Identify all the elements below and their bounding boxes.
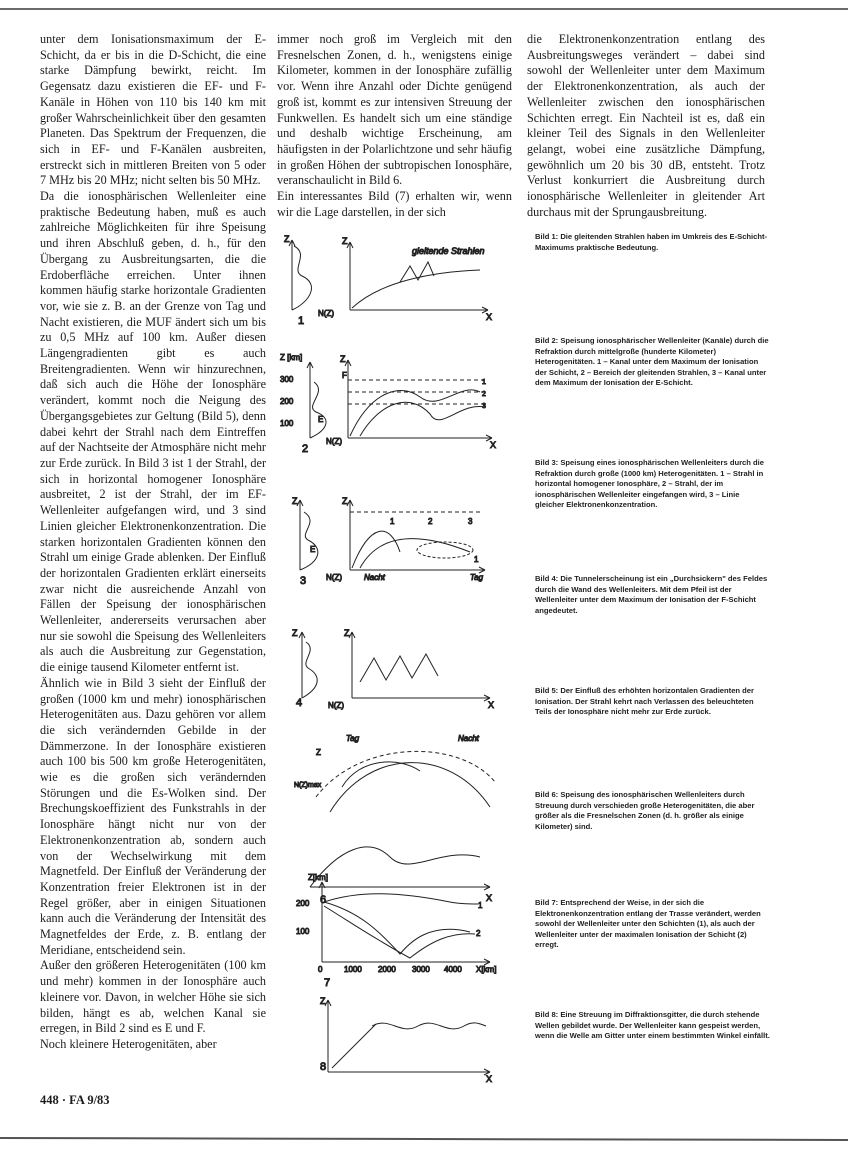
svg-text:gleitende Strahlen: gleitende Strahlen — [412, 246, 485, 256]
svg-text:Z: Z — [320, 996, 326, 1006]
paragraph: Da die ionosphärischen Wellenleiter eine praktische Bedeutung haben, muß es auch zahlreiche Möglichkeiten für ihre Speisung und ihren Abschluß geben, d. h., für den Übergang zu Ausbreitungsarten, die die Erdoberfläche erreichen. Unter ihnen kommen häufig starke horizontale Gradienten vor, wie sie z. B. an der Grenze von Tag und Nacht existieren, die MUF ändert sich um bis zu 0,5 MHz auf 100 km. Außer diesen Längengradienten gibt es auch Breitengradienten. Wenn wir hinzurechnen, daß sich auch die Höhe der Ionosphäre verändert, kommt noch die Neigung des Übergangsgebietes zur Geltung (Bild 5), denn dabei kehrt der Strahl nach dem Eintreffen auf der Nachtseite der Atmosphäre nicht mehr zur Erde zurück. In Bild 3 ist 1 der Strahl, der sich in horizontal homogener Ionosphäre ausbreitet, 2 ist der Strahl, der im EF-Wellenleiter aufgefangen wird, und 3 sind Linien gleicher Elektronenkonzentration. Die starken horizontalen Gradienten können den Strahl um einige Grade ablenken. Der Einfluß der horizontalen Gradienten erklärt einerseits zwar nicht die ausreichende Anzahl von Fällen der Speisung der ionosphärischen Wellenleiter, andererseits verursachen aber nur sie sowohl die Speisung des Wellenleiters als auch die Ausbreitung zur Gegenstation, die einige tausend Kilometer entfernt ist. — [40, 189, 266, 675]
svg-text:X[km]: X[km] — [476, 965, 497, 974]
caption-bild-8: Bild 8: Eine Streuung im Diffraktionsgitter, die durch stehende Wellen gebildet wurde. Der Wellenleiter kann gespeist werden, wenn die Welle am Gitter unter einem bestimmten Winkel einfällt. — [535, 1010, 770, 1041]
svg-text:Tag: Tag — [346, 734, 360, 743]
svg-text:Z: Z — [340, 354, 346, 364]
figure-8 — [320, 996, 492, 1084]
svg-text:X: X — [490, 440, 497, 450]
svg-text:N(Z): N(Z) — [318, 309, 334, 318]
svg-text:Z: Z — [292, 496, 298, 506]
svg-text:200: 200 — [296, 899, 310, 908]
svg-text:N(Z): N(Z) — [328, 701, 344, 710]
caption-bild-5: Bild 5: Der Einfluß des erhöhten horizontalen Gradienten der Ionisation. Der Strahl kehrt nach Verlassen des beleuchteten Teils der Ionosphäre nicht mehr zur Erde zurück. — [535, 686, 754, 717]
svg-text:2: 2 — [428, 517, 433, 526]
svg-text:Nacht: Nacht — [458, 734, 479, 743]
paragraph: die Elektronenkonzentration entlang des Ausbreitungsweges verändert – dabei sind sowohl der Wellenleiter unter dem Maximum der Elektronenkonzentration, als auch der Wellenleiter zwischen den ionosphärischen Schichten erregt. Ein Nachteil ist es, daß ein kleiner Teil des Signals in den Wellenleiter gelangt, wobei eine zusätzliche Dämpfung, gewöhnlich um 20 bis 30 dB, entsteht. Trotz Verlust konkurriert die Ausbreitung durch ionosphärische Wellenleiter in gleitender Art durchaus mit der Sprungausbreitung. — [527, 32, 765, 219]
svg-text:3: 3 — [300, 575, 307, 587]
svg-text:Nacht: Nacht — [364, 573, 385, 582]
text-column-right — [527, 32, 765, 220]
paragraph: Noch kleinere Heterogenitäten, aber — [40, 1037, 217, 1051]
svg-text:1: 1 — [478, 901, 483, 910]
svg-text:X: X — [486, 312, 493, 322]
caption-bild-1: Bild 1: Die gleitenden Strahlen haben im Umkreis des E-Schicht-Maximums praktische Bedeutung. — [535, 232, 768, 252]
paragraph: Außer den größeren Heterogenitäten (100 km und mehr) kommen in der Ionosphäre auch kleinere vor. Davon, in welcher Höhe sie sich bilden, hängt es ab, welchen Kanal sie erregen, in Bild 2 sind es E und F. — [40, 958, 266, 1036]
svg-text:1: 1 — [482, 379, 486, 386]
svg-text:3: 3 — [482, 403, 486, 410]
caption-bild-7: Bild 7: Entsprechend der Weise, in der sich die Elektronenkonzentration entlang der Trasse verändert, werden sowohl der Wellenleiter unter den Schichten (1), als auch der Wellenleiter unter der maximalen Ionisation der Schicht (2) erregt. — [535, 898, 761, 950]
paragraph: Ähnlich wie in Bild 3 sieht der Einfluß der großen (1000 km und mehr) ionosphärischen Heterogenitäten aus. Dazu gehören vor allem die sich verändernden Gebilde in der Dämmerzone. In der Ionosphäre existieren auch 100 bis 500 km große Heterogenitäten, wie es die großen sich verändernden Störungen und die Es-Wolken sind. Der Brechungskoeffizient des Funkstrahls in der Ionosphäre hängt nicht nur von der Elektronenkonzentration ab, sondern auch von der Wechselwirkung mit dem Magnetfeld. Der Einfluß der Veränderung der Konzentration freier Elektronen ist in der Regel größer, aber in einigen Situationen kann auch die Veränderung der Intensität des Magnetfeldes der Erde, z. B. entlang der Meridiane, entscheidend sein. — [40, 675, 266, 957]
svg-text:Z: Z — [342, 236, 348, 246]
svg-text:100: 100 — [280, 419, 294, 428]
svg-text:Z: Z — [316, 748, 321, 757]
svg-text:F: F — [342, 371, 347, 380]
svg-text:E: E — [310, 545, 316, 554]
figure-6 — [310, 847, 492, 906]
svg-text:Z: Z — [344, 628, 350, 638]
caption-bild-3: Bild 3: Speisung eines ionosphärischen Wellenleiters durch die Refraktion durch große (1000 km) Heterogenitäten. 1 – Strahl in horizontal homogener Ionosphäre, 2 – Strahl, der im ionosphärischen Wellenleiter eingefangen wird, 3 – Linie gleicher Elektronenkonzentration. — [535, 458, 764, 510]
figure-column — [280, 232, 512, 1084]
svg-text:100: 100 — [296, 927, 310, 936]
svg-text:7: 7 — [324, 977, 331, 989]
svg-text:N(Z)max: N(Z)max — [294, 782, 322, 789]
svg-text:Tag: Tag — [470, 573, 484, 582]
svg-text:X: X — [486, 1074, 493, 1084]
paragraph: immer noch groß im Vergleich mit den Fresnelschen Zonen, d. h., wenigstens einige Kilometer, kommen in der Ionosphäre zufällig vor. Wenn ihre Anzahl oder Dichte genügend groß ist, kommt es zur intensiven Streuung der Funkwellen. Es handelt sich um eine ständige und deshalb wichtige Erscheinung, am häufigsten in der Polarlichtzone und sehr häufig in großen Höhen der subtropischen Ionosphäre, veranschaulicht in Bild 6. — [277, 32, 512, 188]
svg-text:Z: Z — [292, 628, 298, 638]
scan-edge — [0, 1128, 848, 1146]
top-rule — [0, 8, 848, 10]
figure-1 — [284, 234, 492, 327]
svg-text:6: 6 — [320, 894, 327, 906]
svg-text:E: E — [318, 415, 324, 424]
figure-5 — [294, 734, 495, 812]
svg-text:1: 1 — [474, 555, 479, 564]
svg-text:2: 2 — [482, 391, 486, 398]
text-column-middle — [277, 32, 512, 220]
svg-text:1: 1 — [390, 517, 395, 526]
svg-text:4000: 4000 — [444, 965, 462, 974]
svg-text:Z: Z — [284, 234, 290, 244]
figure-4 — [292, 628, 494, 710]
svg-text:N(Z): N(Z) — [326, 573, 342, 582]
paragraph: unter dem Ionisationsmaximum der E-Schicht, da er bis in die D-Schicht, die eine starke Dämpfung bewirkt, reicht. Im Gegensatz dazu existieren die EF- und F-Kanäle in Höhen von 110 bis 140 km mit großer Wahrscheinlichkeit über den gesamten Planeten. Das Spektrum der Frequenzen, die sich in EF- und F-Kanälen ausbreiten, erstreckt sich in mittleren Breiten von 5 oder 7 MHz bis 20 MHz; nicht selten bis 50 MHz. — [40, 32, 266, 188]
svg-text:2: 2 — [302, 443, 309, 455]
svg-text:3000: 3000 — [412, 965, 430, 974]
figure-7 — [296, 873, 496, 989]
svg-text:Z: Z — [342, 496, 348, 506]
svg-text:X: X — [486, 893, 493, 903]
svg-text:2: 2 — [476, 929, 481, 938]
caption-bild-4: Bild 4: Die Tunnelerscheinung ist ein „Durchsickern" des Feldes durch die Wand des Wellenleiters. Mit dem Pfeil ist der Wellenleiter unter dem Maximum der Ionisation der F-Schicht angedeutet. — [535, 574, 768, 615]
paragraph: Ein interessantes Bild (7) erhalten wir, wenn wir die Lage darstellen, in der sich — [277, 189, 512, 219]
figure-3 — [292, 496, 485, 587]
text-column-left — [40, 32, 266, 1053]
svg-text:Z[km]: Z[km] — [308, 873, 328, 882]
svg-text:2000: 2000 — [378, 965, 396, 974]
svg-text:200: 200 — [280, 397, 294, 406]
caption-bild-6: Bild 6: Speisung des ionosphärischen Wellenleiters durch Streuung durch verschieden große Heterogenitäten, die aber größer als die Fresnelschen Zonen (d. h. größer als einige Kilometer) sind. — [535, 790, 755, 831]
svg-text:0: 0 — [318, 965, 323, 974]
svg-text:300: 300 — [280, 375, 294, 384]
svg-text:3: 3 — [468, 517, 473, 526]
svg-text:1000: 1000 — [344, 965, 362, 974]
svg-text:1: 1 — [298, 315, 305, 327]
page-footer: 448 · FA 9/83 — [40, 1093, 110, 1107]
caption-bild-2: Bild 2: Speisung ionosphärischer Wellenleiter (Kanäle) durch die Refraktion durch mittelgroße (hunderte Kilometer) Heterogenitäten. 1 – Kanal unter dem Maximum der Ionisation der Schicht, 2 – Bereich der gleitenden Strahlen, 3 – Kanal unter dem Maximum der Ionisation der E-Schicht. — [535, 336, 769, 388]
svg-text:4: 4 — [296, 697, 303, 709]
svg-text:X: X — [488, 700, 495, 710]
figures-svg — [280, 232, 512, 1084]
svg-text:N(Z): N(Z) — [326, 437, 342, 446]
figure-2 — [280, 353, 496, 455]
svg-text:8: 8 — [320, 1061, 327, 1073]
svg-text:Z [km]: Z [km] — [280, 353, 303, 362]
